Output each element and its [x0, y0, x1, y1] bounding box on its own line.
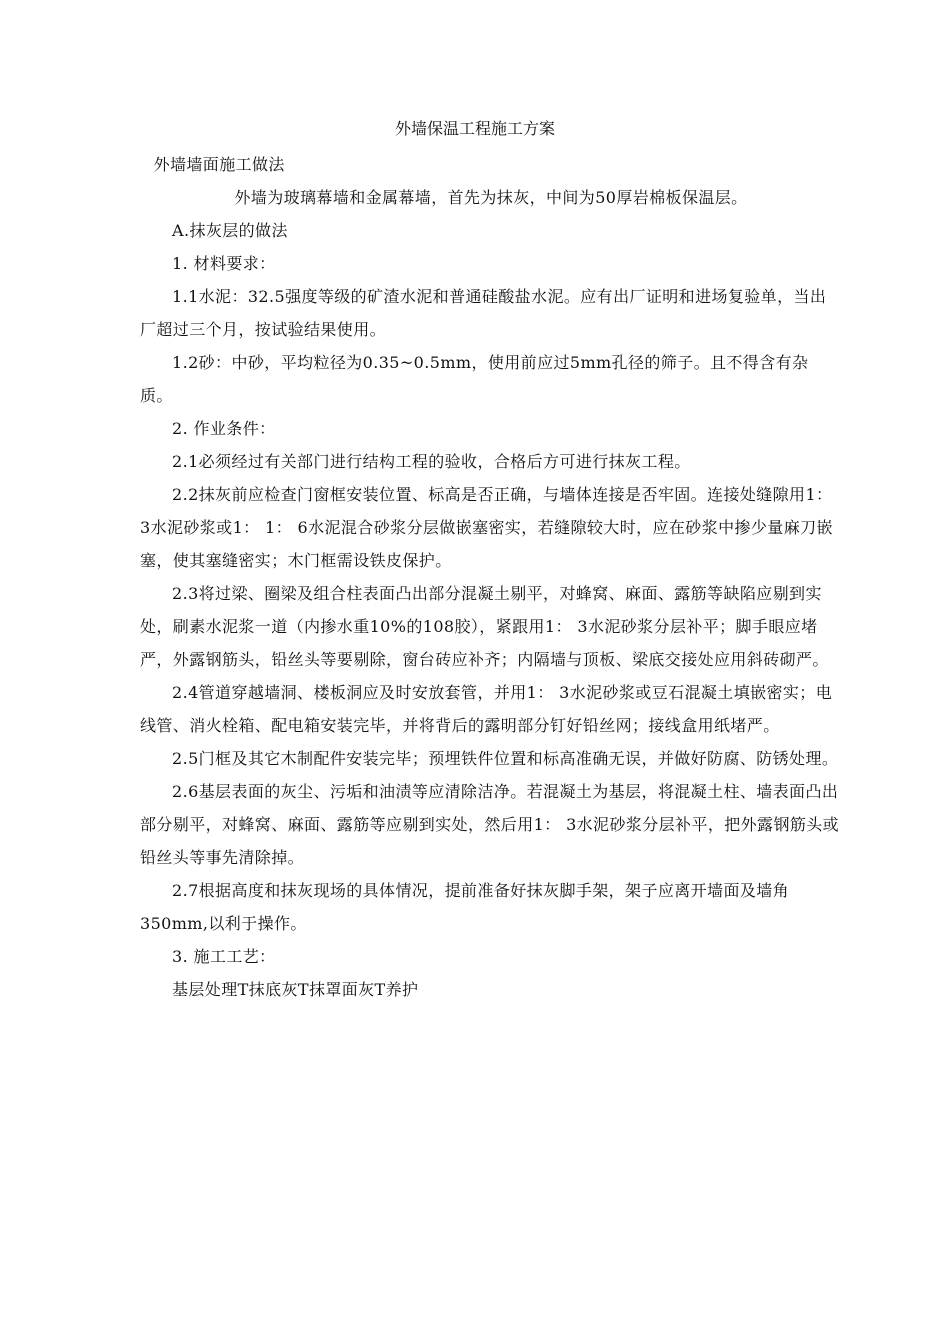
document-title: 外墙保温工程施工方案: [394, 119, 555, 138]
paragraph: 2.2抹灰前应检查门窗框安装位置、标高是否正确，与墙体连接是否牢固。连接处缝隙用1： 3水泥砂浆或1： 1： 6水泥混合砂浆分层做嵌塞密实，若缝隙较大时，应在砂浆中掺少量麻刀嵌塞，使其塞缝密实；木门框需设铁皮保护。: [140, 485, 833, 570]
section-heading: 外墙墙面施工做法: [153, 155, 285, 174]
document-body: [140, 148, 840, 1006]
process-flow: 基层处理T抹底灰T抹罩面灰T养护: [172, 980, 419, 999]
subsection-heading: A.抹灰层的做法: [172, 221, 288, 240]
paragraph: 2.1必须经过有关部门进行结构工程的验收，合格后方可进行抹灰工程。: [172, 452, 691, 471]
list-heading: 1. 材料要求：: [172, 254, 276, 273]
paragraph: 2.6基层表面的灰尘、污垢和油渍等应清除洁净。若混凝土为基层，将混凝土柱、墙表面凸出部分剔平，对蜂窝、麻面、露筋等应剔到实处，然后用1： 3水泥砂浆分层补平，把外露钢筋头或铅丝头等事先清除掉。: [140, 782, 840, 867]
paragraph: 1.2砂：中砂，平均粒径为0.35~0.5mm，使用前应过5mm孔径的筛子。且不得含有杂质。: [140, 353, 809, 405]
list-heading: 2. 作业条件：: [172, 419, 276, 438]
list-heading: 3. 施工工艺：: [172, 947, 276, 966]
paragraph: 2.3将过梁、圈梁及组合柱表面凸出部分混凝土剔平，对蜂窝、麻面、露筋等缺陷应剔到实处，刷素水泥浆一道（内掺水重10%的108胶），紧跟用1： 3水泥砂浆分层补平；脚手眼应堵严，外露钢筋头，铅丝头等要剔除，窗台砖应补齐；内隔墙与顶板、梁底交接处应用斜砖砌严。: [140, 584, 829, 669]
paragraph: 2.7根据高度和抹灰现场的具体情况，提前准备好抹灰脚手架，架子应离开墙面及墙角350mm,以利于操作。: [140, 881, 790, 933]
paragraph: 2.5门框及其它木制配件安装完毕；预埋铁件位置和标高准确无误，并做好防腐、防锈处理。: [172, 749, 839, 768]
intro-paragraph: 外墙为玻璃幕墙和金属幕墙，首先为抹灰，中间为50厚岩棉板保温层。: [234, 188, 748, 207]
paragraph: 2.4管道穿越墙洞、楼板洞应及时安放套管，并用1： 3水泥砂浆或豆石混凝土填嵌密实；电线管、消火栓箱、配电箱安装完毕，并将背后的露明部分钉好铅丝网；接线盒用纸堵严。: [140, 683, 833, 735]
paragraph: 1.1水泥：32.5强度等级的矿渣水泥和普通硅酸盐水泥。应有出厂证明和进场复验单，当出厂超过三个月，按试验结果使用。: [140, 287, 827, 339]
